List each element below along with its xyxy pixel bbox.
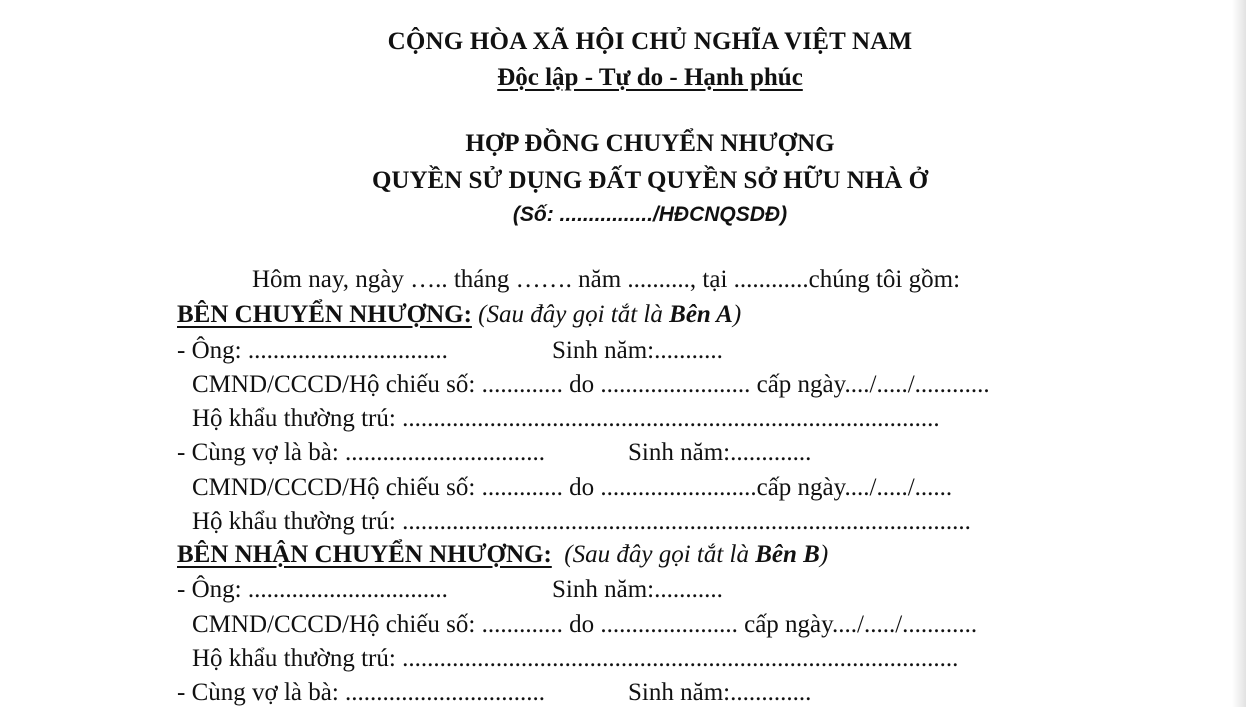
party-b-husband-birth: Sinh năm:...........: [552, 576, 723, 603]
party-b-husband-name: - Ông: ................................: [177, 576, 448, 603]
party-b-husband-residence: Hộ khẩu thường trú: .........................................................................................: [192, 645, 959, 672]
party-b-wife-birth: Sinh năm:.............: [628, 679, 812, 706]
party-a-wife-birth: Sinh năm:.............: [628, 439, 812, 466]
party-a-wife-id: CMND/CCCD/Hộ chiếu số: ............. do .........................cấp ngày..../...../......: [192, 474, 953, 501]
intro-line: Hôm nay, ngày ….. tháng ……. năm .........., tại ............chúng tôi gồm:: [252, 266, 961, 293]
party-b-note-prefix: (Sau đây gọi tắt là: [564, 541, 756, 568]
party-b-wife-name: - Cùng vợ là bà: ................................: [177, 679, 546, 706]
party-a-wife-residence: Hộ khẩu thường trú: ...........................................................................................: [192, 508, 971, 535]
party-a-husband-birth: Sinh năm:...........: [552, 337, 723, 364]
party-a-husband-residence: Hộ khẩu thường trú: ......................................................................................: [192, 405, 940, 432]
party-b-note: [558, 541, 828, 568]
contract-title-line1: HỢP ĐỒNG CHUYỂN NHƯỢNG: [465, 130, 835, 157]
party-a-note: [478, 301, 741, 328]
party-a-heading-row: [177, 300, 741, 330]
party-b-heading: BÊN NHẬN CHUYỂN NHƯỢNG:: [177, 541, 552, 568]
party-a-wife-name: - Cùng vợ là bà: ................................: [177, 439, 546, 466]
party-b-heading-row: [177, 540, 828, 570]
party-a-heading: BÊN CHUYỂN NHƯỢNG:: [177, 301, 472, 328]
party-a-husband-name: - Ông: ................................: [177, 337, 448, 364]
party-a-note-prefix: (Sau đây gọi tắt là: [478, 301, 670, 328]
party-a-note-name: Bên A: [669, 301, 733, 328]
contract-title-line2: QUYỀN SỬ DỤNG ĐẤT QUYỀN SỞ HỮU NHÀ Ở: [371, 167, 929, 194]
party-a-husband-id: CMND/CCCD/Hộ chiếu số: ............. do ........................ cấp ngày..../...../............: [192, 371, 990, 398]
national-title: CỘNG HÒA XÃ HỘI CHỦ NGHĨA VIỆT NAM: [387, 28, 913, 55]
party-b-husband-id: CMND/CCCD/Hộ chiếu số: ............. do ...................... cấp ngày..../...../............: [192, 611, 978, 638]
party-a-note-suffix: ): [732, 301, 742, 328]
page-edge-shadow: [1232, 0, 1246, 707]
party-b-note-suffix: ): [819, 541, 829, 568]
national-motto: Độc lập - Tự do - Hạnh phúc: [497, 64, 803, 91]
party-b-note-name: Bên B: [755, 541, 820, 568]
contract-number: (Số: ................/HĐCNQSDĐ): [512, 203, 788, 226]
